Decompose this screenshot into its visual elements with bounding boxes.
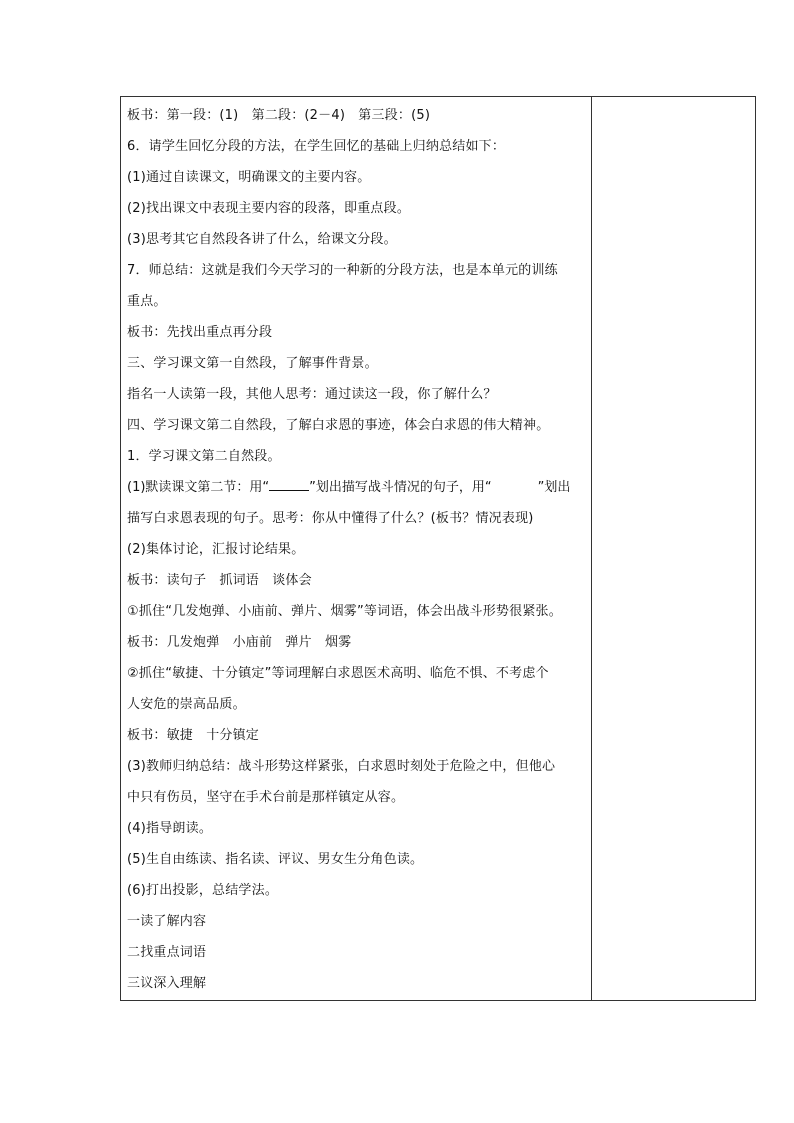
- text-line: 中只有伤员，坚守在手术台前是那样镇定从容。: [127, 790, 405, 805]
- text-line: 板书：读句子 抓词语 谈体会: [127, 573, 312, 588]
- text-line: (6)打出投影，总结学法。: [127, 883, 279, 898]
- text-line: 板书：第一段：(1) 第二段：(2－4) 第三段：(5): [127, 108, 431, 123]
- text-line: 7．师总结：这就是我们今天学习的一种新的分段方法，也是本单元的训练: [127, 263, 558, 278]
- text-line: 三议深入理解: [127, 976, 207, 991]
- text-line-with-blanks: [127, 472, 587, 503]
- text-line: 板书：先找出重点再分段: [127, 325, 273, 340]
- teaching-content-cell: [127, 100, 587, 999]
- text-line: ②抓住“敏捷、十分镇定”等词理解白求恩医术高明、临危不惧、不考虑个: [127, 666, 549, 681]
- text-line: (2)集体讨论，汇报讨论结果。: [127, 542, 305, 557]
- text-line: ①抓住“几发炮弹、小庙前、弹片、烟雾”等词语，体会出战斗形势很紧张。: [127, 604, 562, 619]
- text-line: 1．学习课文第二自然段。: [127, 449, 281, 464]
- text-line: 描写白求恩表现的句子。思考：你从中懂得了什么？(板书？情况表现): [127, 511, 534, 526]
- underline-blank: [269, 478, 309, 491]
- text-fragment: (1)默读课文第二节：用“: [127, 480, 270, 495]
- text-line: 四、学习课文第二自然段，了解白求恩的事迹，体会白求恩的伟大精神。: [127, 418, 550, 433]
- text-line: (4)指导朗读。: [127, 821, 213, 836]
- text-line: 6．请学生回忆分段的方法，在学生回忆的基础上归纳总结如下：: [127, 139, 506, 154]
- text-line: 指名一人读第一段，其他人思考：通过读这一段，你了解什么？: [127, 387, 497, 402]
- text-line: 人安危的崇高品质。: [127, 697, 246, 712]
- text-line: (1)通过自读课文，明确课文的主要内容。: [127, 170, 371, 185]
- lesson-table: [120, 96, 756, 1001]
- text-line: 板书：敏捷 十分镇定: [127, 728, 260, 743]
- column-divider: [591, 97, 592, 1000]
- text-fragment: ”划出描写战斗情况的句子，用“: [309, 480, 492, 495]
- text-line: 三、学习课文第一自然段，了解事件背景。: [127, 356, 378, 371]
- text-fragment: ”划出: [537, 480, 571, 495]
- text-line: 二找重点词语: [127, 945, 207, 960]
- text-line: 板书：几发炮弹 小庙前 弹片 烟雾: [127, 635, 352, 650]
- text-line: (5)生自由练读、指名读、评议、男女生分角色读。: [127, 852, 424, 867]
- text-line: (3)思考其它自然段各讲了什么，给课文分段。: [127, 232, 397, 247]
- text-line: 重点。: [127, 294, 167, 309]
- text-line: (2)找出课文中表现主要内容的段落，即重点段。: [127, 201, 411, 216]
- text-line: 一读了解内容: [127, 914, 207, 929]
- text-line: (3)教师归纳总结：战斗形势这样紧张，白求恩时刻处于危险之中，但他心: [127, 759, 556, 774]
